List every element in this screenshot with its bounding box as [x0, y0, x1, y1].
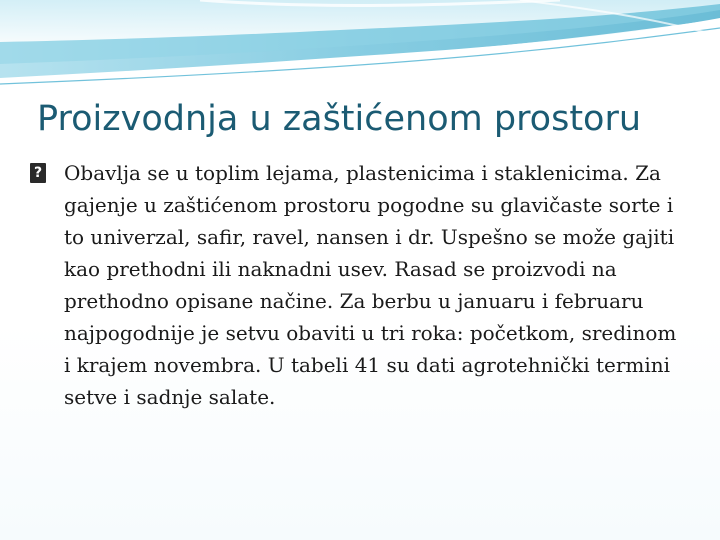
bullet-glyph-box: ?	[30, 163, 46, 183]
bullet-item	[30, 157, 680, 413]
bullet-text: Obavlja se u toplim lejama, plastenicima i staklenicima. Za gajenje u zaštićenom prostoru pogodne su glavičaste sorte i to univerzal, safir, ravel, nansen i dr. Uspešno se može gajiti kao prethodni ili naknadni usev. Rasad se proizvodi na prethodno opisane načine. Za berbu u januaru i februaru najpogodnije je setvu obaviti u tri roka: početkom, sredinom i krajem novembra. U tabeli 41 su dati agrotehnički termini setve i sadnje salate.	[64, 161, 677, 409]
bullet-list	[30, 157, 680, 413]
header-wave-decoration	[0, 0, 720, 90]
slide-title: Proizvodnja u zaštićenom prostoru	[37, 99, 642, 139]
missing-glyph-box-icon	[30, 157, 58, 189]
